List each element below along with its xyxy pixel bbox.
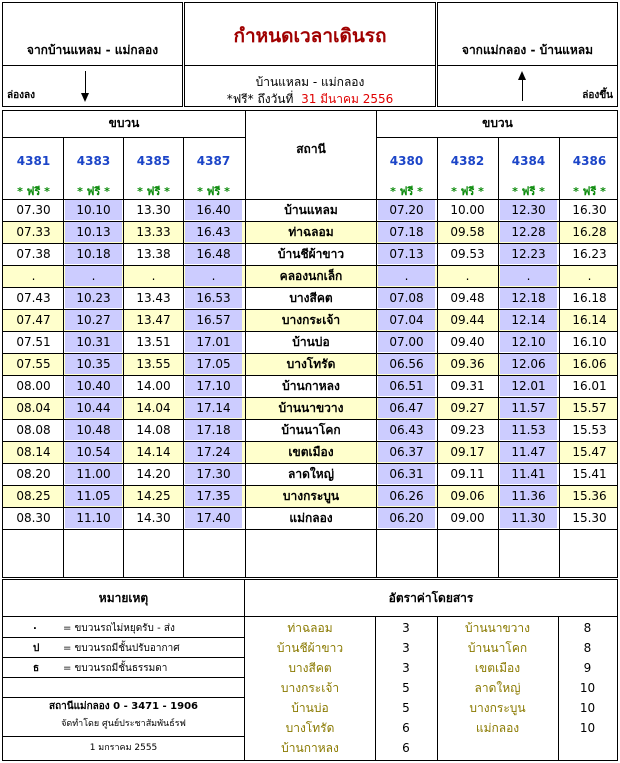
time-cell: 10.48	[65, 420, 122, 440]
route-title: บ้านแหลม - แม่กลอง	[255, 75, 365, 89]
grid-hline	[3, 331, 617, 332]
fare-amount: 10	[579, 721, 596, 735]
free-notice	[185, 90, 435, 109]
time-cell: 09.00	[450, 511, 485, 525]
time-cell: 09.40	[450, 335, 485, 349]
free-label: * ฟรี *	[451, 185, 484, 198]
train-number-left: 4387	[196, 154, 231, 168]
time-cell: 07.30	[16, 203, 51, 217]
time-cell: 07.20	[378, 200, 435, 220]
station-name: ลาดใหญ่	[288, 467, 334, 481]
time-cell: 15.30	[572, 511, 607, 525]
time-cell: 17.40	[185, 508, 242, 528]
time-cell: 13.43	[136, 291, 171, 305]
time-cell: 14.20	[136, 467, 171, 481]
station-name: บ้านบ่อ	[292, 335, 330, 349]
time-cell: 16.18	[572, 291, 607, 305]
time-cell: 09.44	[450, 313, 485, 327]
time-cell: 12.01	[500, 376, 557, 396]
time-cell: 12.30	[500, 200, 557, 220]
time-cell: 12.23	[500, 244, 557, 264]
phone-line: สถานีแม่กลอง 0 - 3471 - 1906	[48, 701, 199, 712]
station-name: บางสีคต	[289, 291, 333, 305]
grid-hline	[376, 137, 617, 138]
legend-text: = ขบวนรถมีชั้นธรรมดา	[63, 663, 168, 674]
time-cell: 17.01	[185, 332, 242, 352]
time-cell: 16.30	[572, 203, 607, 217]
time-cell: 15.41	[572, 467, 607, 481]
grid-vline	[437, 137, 438, 577]
time-cell: 07.47	[16, 313, 51, 327]
grid-vline	[498, 137, 499, 577]
station-name: บ้านชีผ้าขาว	[277, 247, 345, 261]
grid-hline	[3, 243, 617, 244]
time-cell: 15.36	[572, 489, 607, 503]
time-cell: 10.44	[65, 398, 122, 418]
grid-hline	[3, 137, 245, 138]
time-cell: 07.04	[378, 310, 435, 330]
direction-up-title: จากแม่กลอง - บ้านแหลม	[461, 43, 594, 57]
fare-station: บ้านบ่อ	[291, 701, 329, 715]
time-cell: 11.53	[500, 420, 557, 440]
train-number-right: 4386	[572, 154, 607, 168]
time-cell: 07.51	[16, 335, 51, 349]
time-cell: 10.54	[65, 442, 122, 462]
time-cell: 07.18	[378, 222, 435, 242]
time-cell: 16.57	[185, 310, 242, 330]
time-cell: 06.51	[378, 376, 435, 396]
page-title: กำหนดเวลาเดินรถ	[233, 25, 387, 47]
grid-hline	[3, 657, 244, 658]
time-cell: 10.10	[65, 200, 122, 220]
legend-symbol: ธ	[33, 663, 40, 674]
grid-vline	[123, 137, 124, 577]
time-cell: 16.14	[572, 313, 607, 327]
time-cell: .	[65, 266, 122, 286]
time-cell: 10.00	[450, 203, 485, 217]
time-cell: 14.30	[136, 511, 171, 525]
grid-hline	[3, 637, 244, 638]
legend-text: = ขบวนรถมีชั้นปรับอากาศ	[63, 643, 180, 654]
time-cell: 17.10	[185, 376, 242, 396]
fare-amount: 6	[402, 721, 410, 735]
time-cell: 14.04	[136, 401, 171, 415]
time-cell: 06.43	[378, 420, 435, 440]
remarks-title: หมายเหตุ	[98, 591, 149, 605]
footer-panel	[2, 579, 618, 761]
time-cell: 11.30	[500, 508, 557, 528]
time-cell: 16.53	[185, 288, 242, 308]
time-cell: 07.00	[378, 332, 435, 352]
train-group-header-left: ขบวน	[108, 116, 140, 130]
time-cell: 17.24	[185, 442, 242, 462]
station-name: บางโทรัด	[286, 357, 336, 371]
divider	[185, 65, 435, 66]
station-name: บ้านกาหลง	[282, 379, 340, 393]
fare-station: บางโทรัด	[285, 721, 335, 735]
time-cell: 11.10	[65, 508, 122, 528]
time-cell: 16.43	[185, 222, 242, 242]
divider	[438, 65, 617, 66]
header-right-panel	[437, 2, 618, 107]
time-cell: 13.38	[136, 247, 171, 261]
grid-hline	[3, 397, 617, 398]
fare-station: ลาดใหญ่	[474, 681, 521, 695]
grid-hline	[3, 463, 617, 464]
grid-vline	[183, 137, 184, 577]
time-cell: 11.57	[500, 398, 557, 418]
time-cell: .	[378, 266, 435, 286]
up-arrowhead-icon	[518, 71, 526, 80]
time-cell: 08.25	[16, 489, 51, 503]
time-cell: 13.30	[136, 203, 171, 217]
station-name: บ้านนาขวาง	[278, 401, 344, 415]
time-cell: 08.08	[16, 423, 51, 437]
time-cell: 08.00	[16, 379, 51, 393]
time-cell: 15.53	[572, 423, 607, 437]
time-cell: 11.36	[500, 486, 557, 506]
time-cell: 16.06	[572, 357, 607, 371]
time-cell: 08.30	[16, 511, 51, 525]
grid-hline	[3, 507, 617, 508]
time-cell: 10.23	[65, 288, 122, 308]
time-cell: 14.14	[136, 445, 171, 459]
timetable	[2, 110, 618, 578]
time-cell: 14.00	[136, 379, 171, 393]
issue-date: 1 มกราคม 2555	[89, 743, 158, 753]
fare-amount: 10	[579, 681, 596, 695]
time-cell: 06.47	[378, 398, 435, 418]
grid-hline	[3, 287, 617, 288]
time-cell: 06.26	[378, 486, 435, 506]
time-cell: 10.27	[65, 310, 122, 330]
time-cell: 10.18	[65, 244, 122, 264]
time-cell: 12.10	[500, 332, 557, 352]
time-cell: 06.56	[378, 354, 435, 374]
time-cell: 13.47	[136, 313, 171, 327]
time-cell: 09.23	[450, 423, 485, 437]
free-label: * ฟรี *	[390, 185, 423, 198]
time-cell: 06.37	[378, 442, 435, 462]
fare-station: แม่กลอง	[475, 721, 520, 735]
time-cell: 09.53	[450, 247, 485, 261]
divider	[3, 65, 182, 66]
train-number-right: 4382	[450, 154, 485, 168]
station-name: ท่าฉลอม	[288, 225, 334, 239]
time-cell: 12.18	[500, 288, 557, 308]
time-cell: 08.14	[16, 445, 51, 459]
time-cell: 11.47	[500, 442, 557, 462]
time-cell: 16.40	[185, 200, 242, 220]
grid-hline	[3, 419, 617, 420]
fare-amount: 5	[402, 701, 410, 715]
train-group-header-right: ขบวน	[482, 116, 513, 130]
fare-amount: 3	[402, 661, 410, 675]
time-cell: 12.06	[500, 354, 557, 374]
grid-hline	[3, 736, 244, 737]
free-label: * ฟรี *	[512, 185, 545, 198]
fare-title: อัตราค่าโดยสาร	[388, 591, 474, 605]
grid-hline	[3, 616, 617, 617]
time-cell: 16.10	[572, 335, 607, 349]
time-cell: 17.18	[185, 420, 242, 440]
station-name: บ้านแหลม	[284, 203, 338, 217]
train-number-right: 4384	[511, 154, 546, 168]
time-cell: 17.14	[185, 398, 242, 418]
free-label: * ฟรี *	[573, 185, 606, 198]
time-cell: 09.11	[450, 467, 485, 481]
time-cell: 07.08	[378, 288, 435, 308]
fare-amount: 3	[402, 621, 410, 635]
time-cell: 16.23	[572, 247, 607, 261]
time-cell: 07.33	[16, 225, 51, 239]
legend-symbol: .	[33, 621, 37, 632]
time-cell: .	[587, 269, 592, 283]
fare-station: บางกระเจ้า	[280, 681, 340, 695]
header-left-panel	[2, 2, 183, 107]
header-center-panel	[184, 2, 436, 107]
time-cell: 09.27	[450, 401, 485, 415]
time-cell: 14.08	[136, 423, 171, 437]
train-number-right: 4380	[389, 154, 424, 168]
time-cell: 10.40	[65, 376, 122, 396]
fare-amount: 6	[402, 741, 410, 755]
time-cell: 07.43	[16, 291, 51, 305]
fare-amount: 10	[579, 701, 596, 715]
fare-station: บ้านกาหลง	[281, 741, 339, 755]
time-cell: 11.41	[500, 464, 557, 484]
time-cell: 09.36	[450, 357, 485, 371]
fare-amount: 8	[583, 641, 592, 655]
legend-text: = ขบวนรถไม่หยุดรับ - ส่ง	[63, 623, 175, 634]
time-cell: 09.17	[450, 445, 485, 459]
grid-hline	[3, 265, 617, 266]
fare-station: บ้านชีผ้าขาว	[276, 641, 344, 655]
grid-hline	[3, 199, 617, 200]
fare-station: เขตเมือง	[474, 661, 521, 675]
station-name: บ้านนาโคก	[281, 423, 341, 437]
grid-hline	[3, 441, 617, 442]
fare-amount: 5	[402, 681, 410, 695]
time-cell: 06.20	[378, 508, 435, 528]
free-label: * ฟรี *	[137, 185, 170, 198]
station-name: เขตเมือง	[288, 445, 334, 459]
time-cell: 08.20	[16, 467, 51, 481]
time-cell: 17.30	[185, 464, 242, 484]
time-cell: 12.28	[500, 222, 557, 242]
time-cell: .	[185, 266, 242, 286]
free-label: * ฟรี *	[77, 185, 110, 198]
time-cell: 11.00	[65, 464, 122, 484]
time-cell: 08.04	[16, 401, 51, 415]
grid-hline	[3, 529, 617, 530]
station-name: บางกระบูน	[282, 489, 340, 503]
grid-hline	[3, 485, 617, 486]
time-cell: 16.48	[185, 244, 242, 264]
time-cell: 09.31	[450, 379, 485, 393]
free-prefix: *ฟรี* ถึงวันที่	[226, 92, 294, 106]
up-arrow-icon	[522, 79, 523, 101]
fare-amount: 9	[583, 661, 592, 675]
organizer-line: จัดทำโดย ศูนย์ประชาสัมพันธ์รฟ	[61, 719, 186, 729]
time-cell: .	[500, 266, 557, 286]
fare-station: บ้านนาโคก	[467, 641, 528, 655]
grid-hline	[3, 221, 617, 222]
grid-vline	[63, 137, 64, 577]
time-cell: 09.58	[450, 225, 485, 239]
station-name: คลองนกเล็ก	[279, 269, 343, 283]
fare-amount: 3	[402, 641, 410, 655]
fare-station: บ้านนาขวาง	[464, 621, 531, 635]
down-arrow-icon	[85, 71, 86, 95]
time-cell: 10.35	[65, 354, 122, 374]
time-cell: 15.47	[572, 445, 607, 459]
time-cell: 13.33	[136, 225, 171, 239]
time-cell: 17.05	[185, 354, 242, 374]
time-cell: .	[151, 269, 156, 283]
grid-vline	[559, 137, 560, 577]
time-cell: 16.01	[572, 379, 607, 393]
free-label: * ฟรี *	[197, 185, 230, 198]
time-cell: .	[31, 269, 36, 283]
time-cell: 09.06	[450, 489, 485, 503]
fare-station: ท่าฉลอม	[287, 621, 333, 635]
down-arrowhead-icon	[81, 93, 89, 102]
direction-up-note: ล่องขึ้น	[582, 90, 613, 101]
time-cell: 17.35	[185, 486, 242, 506]
time-cell: 11.05	[65, 486, 122, 506]
time-cell: 10.31	[65, 332, 122, 352]
time-cell: 13.55	[136, 357, 171, 371]
train-number-left: 4383	[76, 154, 111, 168]
fare-station: บางกระบูน	[469, 701, 526, 715]
train-number-left: 4381	[16, 154, 51, 168]
time-cell: 07.38	[16, 247, 51, 261]
time-cell: 15.57	[572, 401, 607, 415]
time-cell: 10.13	[65, 222, 122, 242]
free-date: 31 มีนาคม 2556	[301, 92, 394, 106]
time-cell: 09.48	[450, 291, 485, 305]
free-label: * ฟรี *	[17, 185, 50, 198]
time-cell: 13.51	[136, 335, 171, 349]
station-header: สถานี	[296, 142, 326, 156]
grid-hline	[3, 677, 244, 678]
time-cell: 14.25	[136, 489, 171, 503]
grid-hline	[3, 309, 617, 310]
grid-hline	[3, 353, 617, 354]
direction-down-title: จากบ้านแหลม - แม่กลอง	[26, 43, 159, 57]
direction-down-note: ล่องลง	[7, 90, 36, 101]
legend-symbol: ป	[33, 643, 40, 654]
time-cell: 12.14	[500, 310, 557, 330]
time-cell: .	[465, 269, 470, 283]
time-cell: 06.31	[378, 464, 435, 484]
fare-amount: 8	[583, 621, 592, 635]
station-name: บางกระเจ้า	[281, 313, 341, 327]
train-number-left: 4385	[136, 154, 171, 168]
station-name: แม่กลอง	[289, 511, 333, 525]
time-cell: 16.28	[572, 225, 607, 239]
time-cell: 07.55	[16, 357, 51, 371]
grid-hline	[3, 375, 617, 376]
fare-station: บางสีคต	[288, 661, 332, 675]
time-cell: 07.13	[378, 244, 435, 264]
